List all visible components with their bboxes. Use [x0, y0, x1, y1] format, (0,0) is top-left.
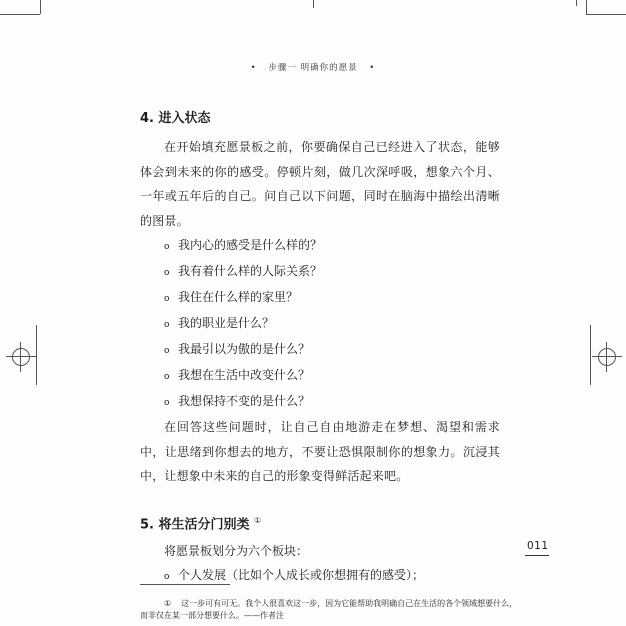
list-item: o 个人发展（比如个人成长或你想拥有的感受）；	[164, 563, 510, 589]
running-head	[0, 61, 626, 73]
bullet-icon: o	[164, 268, 170, 278]
registration-line-right	[590, 325, 591, 385]
list-item: o 我住在什么样的家里？	[164, 285, 500, 311]
running-head-dot-right: •	[369, 63, 376, 73]
list-item: o 我想在生活中改变什么？	[164, 363, 500, 389]
list-item: o 我的职业是什么？	[164, 311, 500, 337]
page-number: 011	[527, 540, 549, 552]
bullet-icon: o	[164, 320, 170, 330]
page-number-rule	[525, 555, 549, 556]
bullet-icon: o	[164, 294, 170, 304]
running-head-text: 步骤一 明确你的愿景	[268, 63, 358, 73]
list-item: o 我内心的感受是什么样的？	[164, 233, 500, 259]
section-5-intro: 将愿景板划分为六个板块：	[164, 544, 309, 559]
section-5	[140, 511, 510, 589]
footnote	[140, 598, 520, 622]
crop-mark-tl	[0, 14, 40, 15]
registration-line-left	[36, 325, 37, 385]
section-4-heading: 4. 进入状态	[140, 111, 211, 126]
list-item: o 我有着什么样的人际关系？	[164, 259, 500, 285]
section-4-paragraph-1: 在开始填充愿景板之前，你要确保自己已经进入了状态，能够体会到未来的你的感受。停顿片刻，做几次深呼吸，想象六个月、一年或五年后的自己。问自己以下问题，同时在脑海中描绘出清晰的图景。	[140, 140, 500, 228]
list-item: o 我最引以为傲的是什么？	[164, 337, 500, 363]
footnote-text: 这一步可有可无。我个人很喜欢这一步，因为它能帮助我明确自己在生活的各个领域想要什么，而非仅在某一部分想要什么。——作者注	[140, 599, 518, 620]
registration-mark-right	[592, 342, 622, 372]
bullet-icon: o	[164, 372, 170, 382]
category-list	[140, 563, 510, 589]
registration-mark-left	[6, 342, 36, 372]
crop-mark-tr-inner	[576, 0, 577, 6]
footnote-reference: ①	[254, 516, 262, 525]
crop-mark-tr-v	[586, 0, 587, 14]
list-item: o 我想保持不变的是什么？	[164, 389, 500, 415]
section-4	[140, 109, 500, 489]
bullet-icon: o	[164, 242, 170, 252]
bullet-icon: o	[164, 346, 170, 356]
section-5-heading: 5. 将生活分门别类 ①	[140, 516, 262, 533]
bullet-icon: o	[164, 572, 170, 583]
footnote-mark: ①	[164, 599, 172, 608]
crop-mark-tl-v	[40, 0, 41, 14]
crop-mark-tr	[586, 14, 626, 15]
footnote-divider	[140, 584, 230, 585]
bullet-icon: o	[164, 398, 170, 408]
section-4-paragraph-2: 在回答这些问题时，让自己自由地游走在梦想、渴望和需求中，让思绪到你想去的地方，不要让恐惧限制你的想象力。沉浸其中，让想象中未来的自己的形象变得鲜活起来吧。	[140, 420, 500, 483]
crop-mark-top-center	[313, 0, 314, 8]
running-head-dot-left: •	[250, 63, 257, 73]
question-list	[140, 233, 500, 415]
